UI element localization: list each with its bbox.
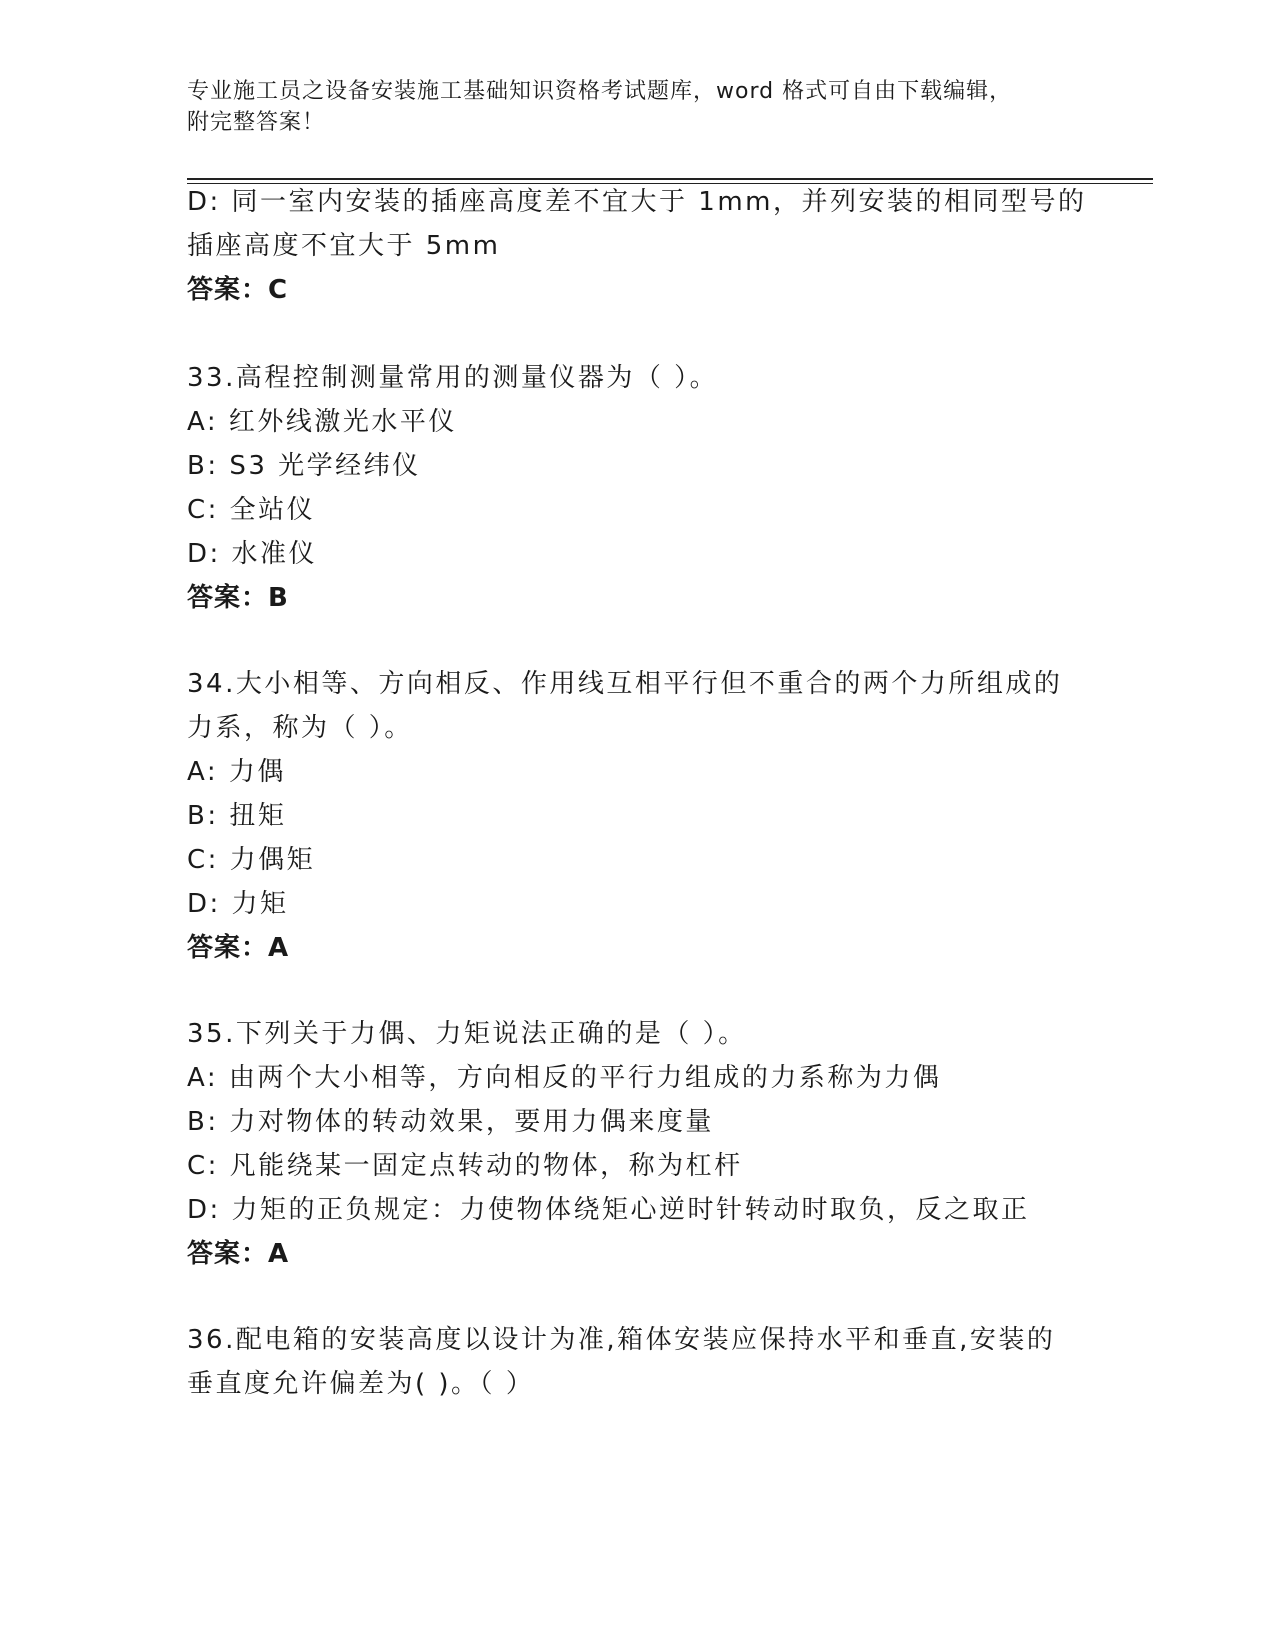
q32-option-d-line-1: D: 同一室内安装的插座高度差不宜大于 1mm，并列安装的相同型号的 xyxy=(187,187,1087,217)
q35-option-d: D: 力矩的正负规定：力使物体绕矩心逆时针转动时取负，反之取正 xyxy=(187,1195,1030,1225)
document-header xyxy=(187,76,1067,138)
header-divider-thin xyxy=(187,183,1153,184)
header-title-line-1: 专业施工员之设备安装施工基础知识资格考试题库，word 格式可自由下载编辑， xyxy=(187,79,1013,104)
q35-option-a: A: 由两个大小相等，方向相反的平行力组成的力系称为力偶 xyxy=(187,1063,942,1093)
q33-question: 33.高程控制测量常用的测量仪器为（ ）。 xyxy=(187,363,719,393)
q36-question-line-1: 36.配电箱的安装高度以设计为准,箱体安装应保持水平和垂直,安装的 xyxy=(187,1325,1056,1355)
q33-option-b: B: S3 光学经纬仪 xyxy=(187,451,421,481)
header-divider-thick xyxy=(187,178,1153,180)
q35-option-b: B: 力对物体的转动效果，要用力偶来度量 xyxy=(187,1107,714,1137)
q34-question-line-2: 力系，称为（ ）。 xyxy=(187,713,413,743)
q36-question-line-2: 垂直度允许偏差为( )。（ ） xyxy=(187,1369,535,1399)
q33-answer: 答案：B xyxy=(187,583,289,613)
q34-option-c: C: 力偶矩 xyxy=(187,845,316,875)
q32-option-d-line-2: 插座高度不宜大于 5mm xyxy=(187,231,501,261)
q33-option-a: A: 红外线激光水平仪 xyxy=(187,407,457,437)
header-title-line-2: 附完整答案！ xyxy=(187,110,326,135)
q34-answer: 答案：A xyxy=(187,933,290,963)
q35-option-c: C: 凡能绕某一固定点转动的物体，称为杠杆 xyxy=(187,1151,743,1181)
q34-option-b: B: 扭矩 xyxy=(187,801,287,831)
q34-question-line-1: 34.大小相等、方向相反、作用线互相平行但不重合的两个力所组成的 xyxy=(187,669,1063,699)
q34-option-d: D: 力矩 xyxy=(187,889,289,919)
q35-answer: 答案：A xyxy=(187,1239,290,1269)
q32-answer: 答案：C xyxy=(187,275,289,305)
q35-question: 35.下列关于力偶、力矩说法正确的是（ ）。 xyxy=(187,1019,747,1049)
q33-option-c: C: 全站仪 xyxy=(187,495,316,525)
q33-option-d: D: 水准仪 xyxy=(187,539,318,569)
q34-option-a: A: 力偶 xyxy=(187,757,286,787)
